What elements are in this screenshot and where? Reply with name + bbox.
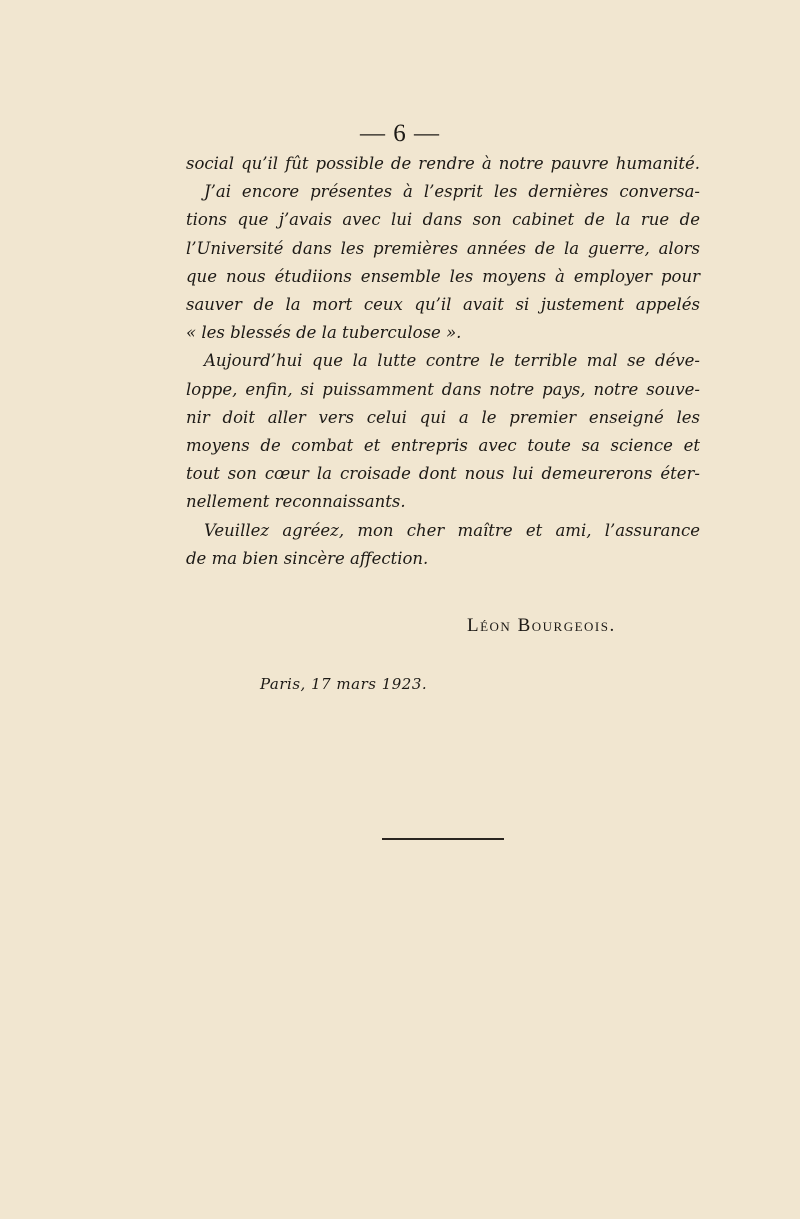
body-line: J’ai encore présentes à l’esprit les dernières conversa-	[204, 182, 700, 202]
body-line: moyens de combat et entrepris avec toute sa science et	[186, 436, 700, 456]
body-line: tions que j’avais avec lui dans son cabinet de la rue de	[186, 210, 700, 230]
page-number: — 6 —	[360, 120, 440, 147]
body-line: Aujourd’hui que la lutte contre le terrible mal se déve-	[204, 351, 700, 371]
body-line: loppe, enfin, si puissamment dans notre pays, notre souve-	[186, 379, 700, 399]
body-line: sauver de la mort ceux qu’il avait si justement appelés	[186, 295, 700, 315]
end-rule	[382, 838, 504, 840]
body-line: nellement reconnaissants.	[186, 492, 406, 512]
body-line: nir doit aller vers celui qui a le premier enseigné les	[186, 407, 700, 427]
body-line: que nous étudiions ensemble les moyens à employer pour	[186, 266, 700, 286]
body-line: de ma bien sincère affection.	[186, 548, 429, 568]
body-line: Veuillez agréez, mon cher maître et ami, l’assurance	[204, 520, 700, 540]
place-date: Paris, 17 mars 1923.	[260, 675, 428, 693]
letter-body	[186, 150, 700, 573]
body-line: tout son cœur la croisade dont nous lui demeurerons éter-	[186, 464, 700, 484]
signature-name: Léon Bourgeois.	[467, 615, 616, 636]
body-line: « les blessés de la tuberculose ».	[186, 323, 462, 343]
signature	[467, 615, 616, 637]
body-line: social qu’il fût possible de rendre à notre pauvre humanité.	[186, 154, 700, 173]
body-line: l’Université dans les premières années de la guerre, alors	[186, 238, 700, 258]
